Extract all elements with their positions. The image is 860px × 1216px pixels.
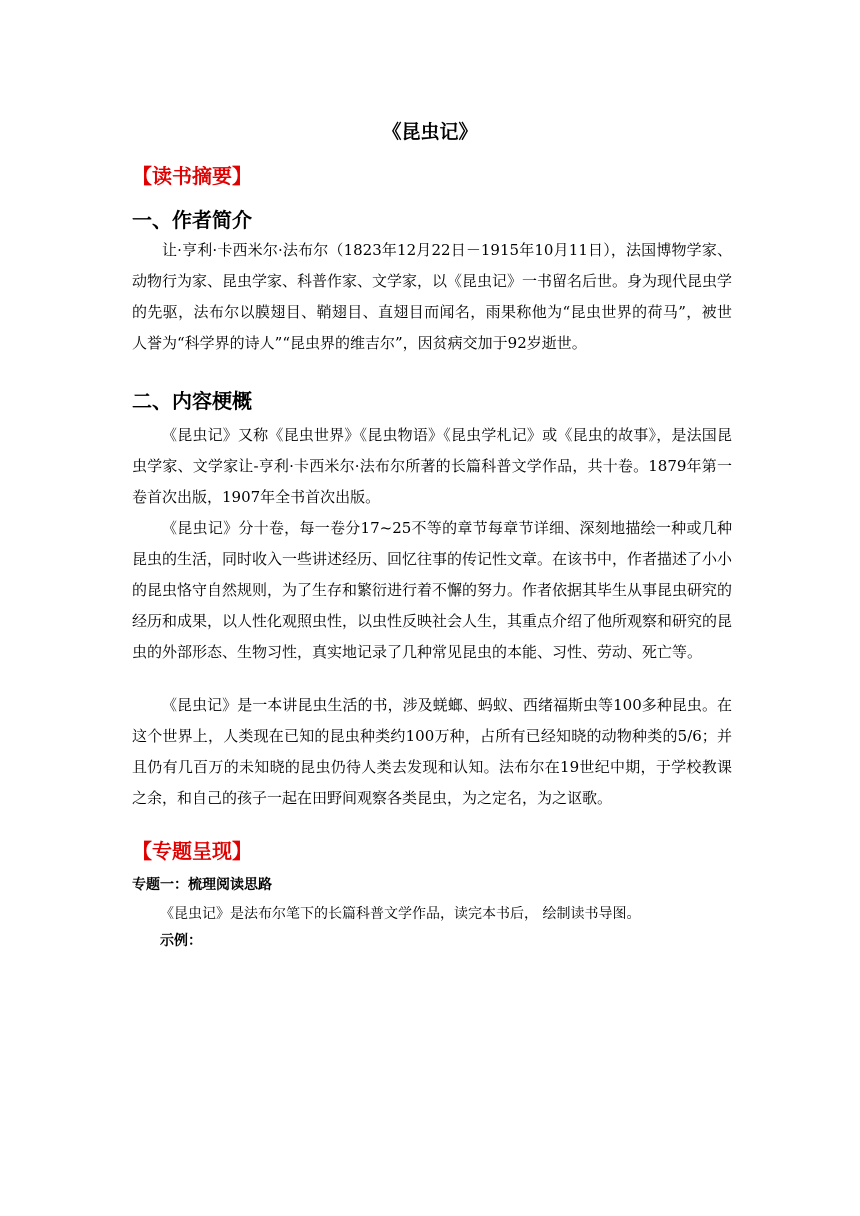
content-paragraph-3: 《昆虫记》是一本讲昆虫生活的书，涉及蜣螂、蚂蚁、西绪福斯虫等100多种昆虫。在这个世界上，人类现在已知的昆虫种类约100万种，占所有已经知晓的动物种类的5/6；并且仍有几百万的未知晓的昆虫仍待人类去发现和认知。法布尔在19世纪中期，于学校教课之余，和自己的孩子一起在田野间观察各类昆虫，为之定名，为之讴歌。 bbox=[132, 696, 732, 807]
author-intro-heading: 一、作者简介 bbox=[132, 208, 252, 232]
content-paragraph-2: 《昆虫记》分十卷，每一卷分17~25不等的章节每章节详细、深刻地描绘一种或几种昆虫的生活，同时收入一些讲述经历、回忆往事的传记性文章。在该书中，作者描述了小小的昆虫恪守自然规则，为了生存和繁衍进行着不懈的努力。作者依据其毕生从事昆虫研究的经历和成果，以人性化观照虫性，以虫性反映社会人生，其重点介绍了他所观察和研究的昆虫的外部形态、生物习性，真实地记录了几种常见昆虫的本能、习性、劳动、死亡等。 bbox=[132, 519, 733, 661]
summary-heading: 【读书摘要】 bbox=[132, 164, 252, 188]
document-title: 《昆虫记》 bbox=[382, 121, 478, 143]
topic-1-text: 《昆虫记》是法布尔笔下的长篇科普文学作品，读完本书后， 绘制读书导图。 bbox=[160, 906, 641, 922]
content-summary-heading: 二、内容梗概 bbox=[132, 389, 252, 413]
content-paragraph-1: 《昆虫记》又称《昆虫世界》《昆虫物语》《昆虫学札记》或《昆虫的故事》，是法国昆虫学家、文学家让-亨利·卡西米尔·法布尔所著的长篇科普文学作品，共十卷。1879年第一卷首次出版，1907年全书首次出版。 bbox=[132, 426, 732, 506]
author-intro-paragraph: 让·亨利·卡西米尔·法布尔（1823年12月22日－1915年10月11日），法国博物学家、动物行为家、昆虫学家、科普作家、文学家，以《昆虫记》一书留名后世。身为现代昆虫学的先驱，法布尔以膜翅目、鞘翅目、直翅目而闻名，雨果称他为“昆虫世界的荷马”，被世人誉为“科学界的诗人”“昆虫界的维吉尔”，因贫病交加于92岁逝世。 bbox=[132, 241, 733, 352]
topics-heading: 【专题呈现】 bbox=[132, 839, 252, 863]
topic-1-heading: 专题一：梳理阅读思路 bbox=[132, 877, 272, 893]
example-label: 示例： bbox=[160, 933, 202, 949]
